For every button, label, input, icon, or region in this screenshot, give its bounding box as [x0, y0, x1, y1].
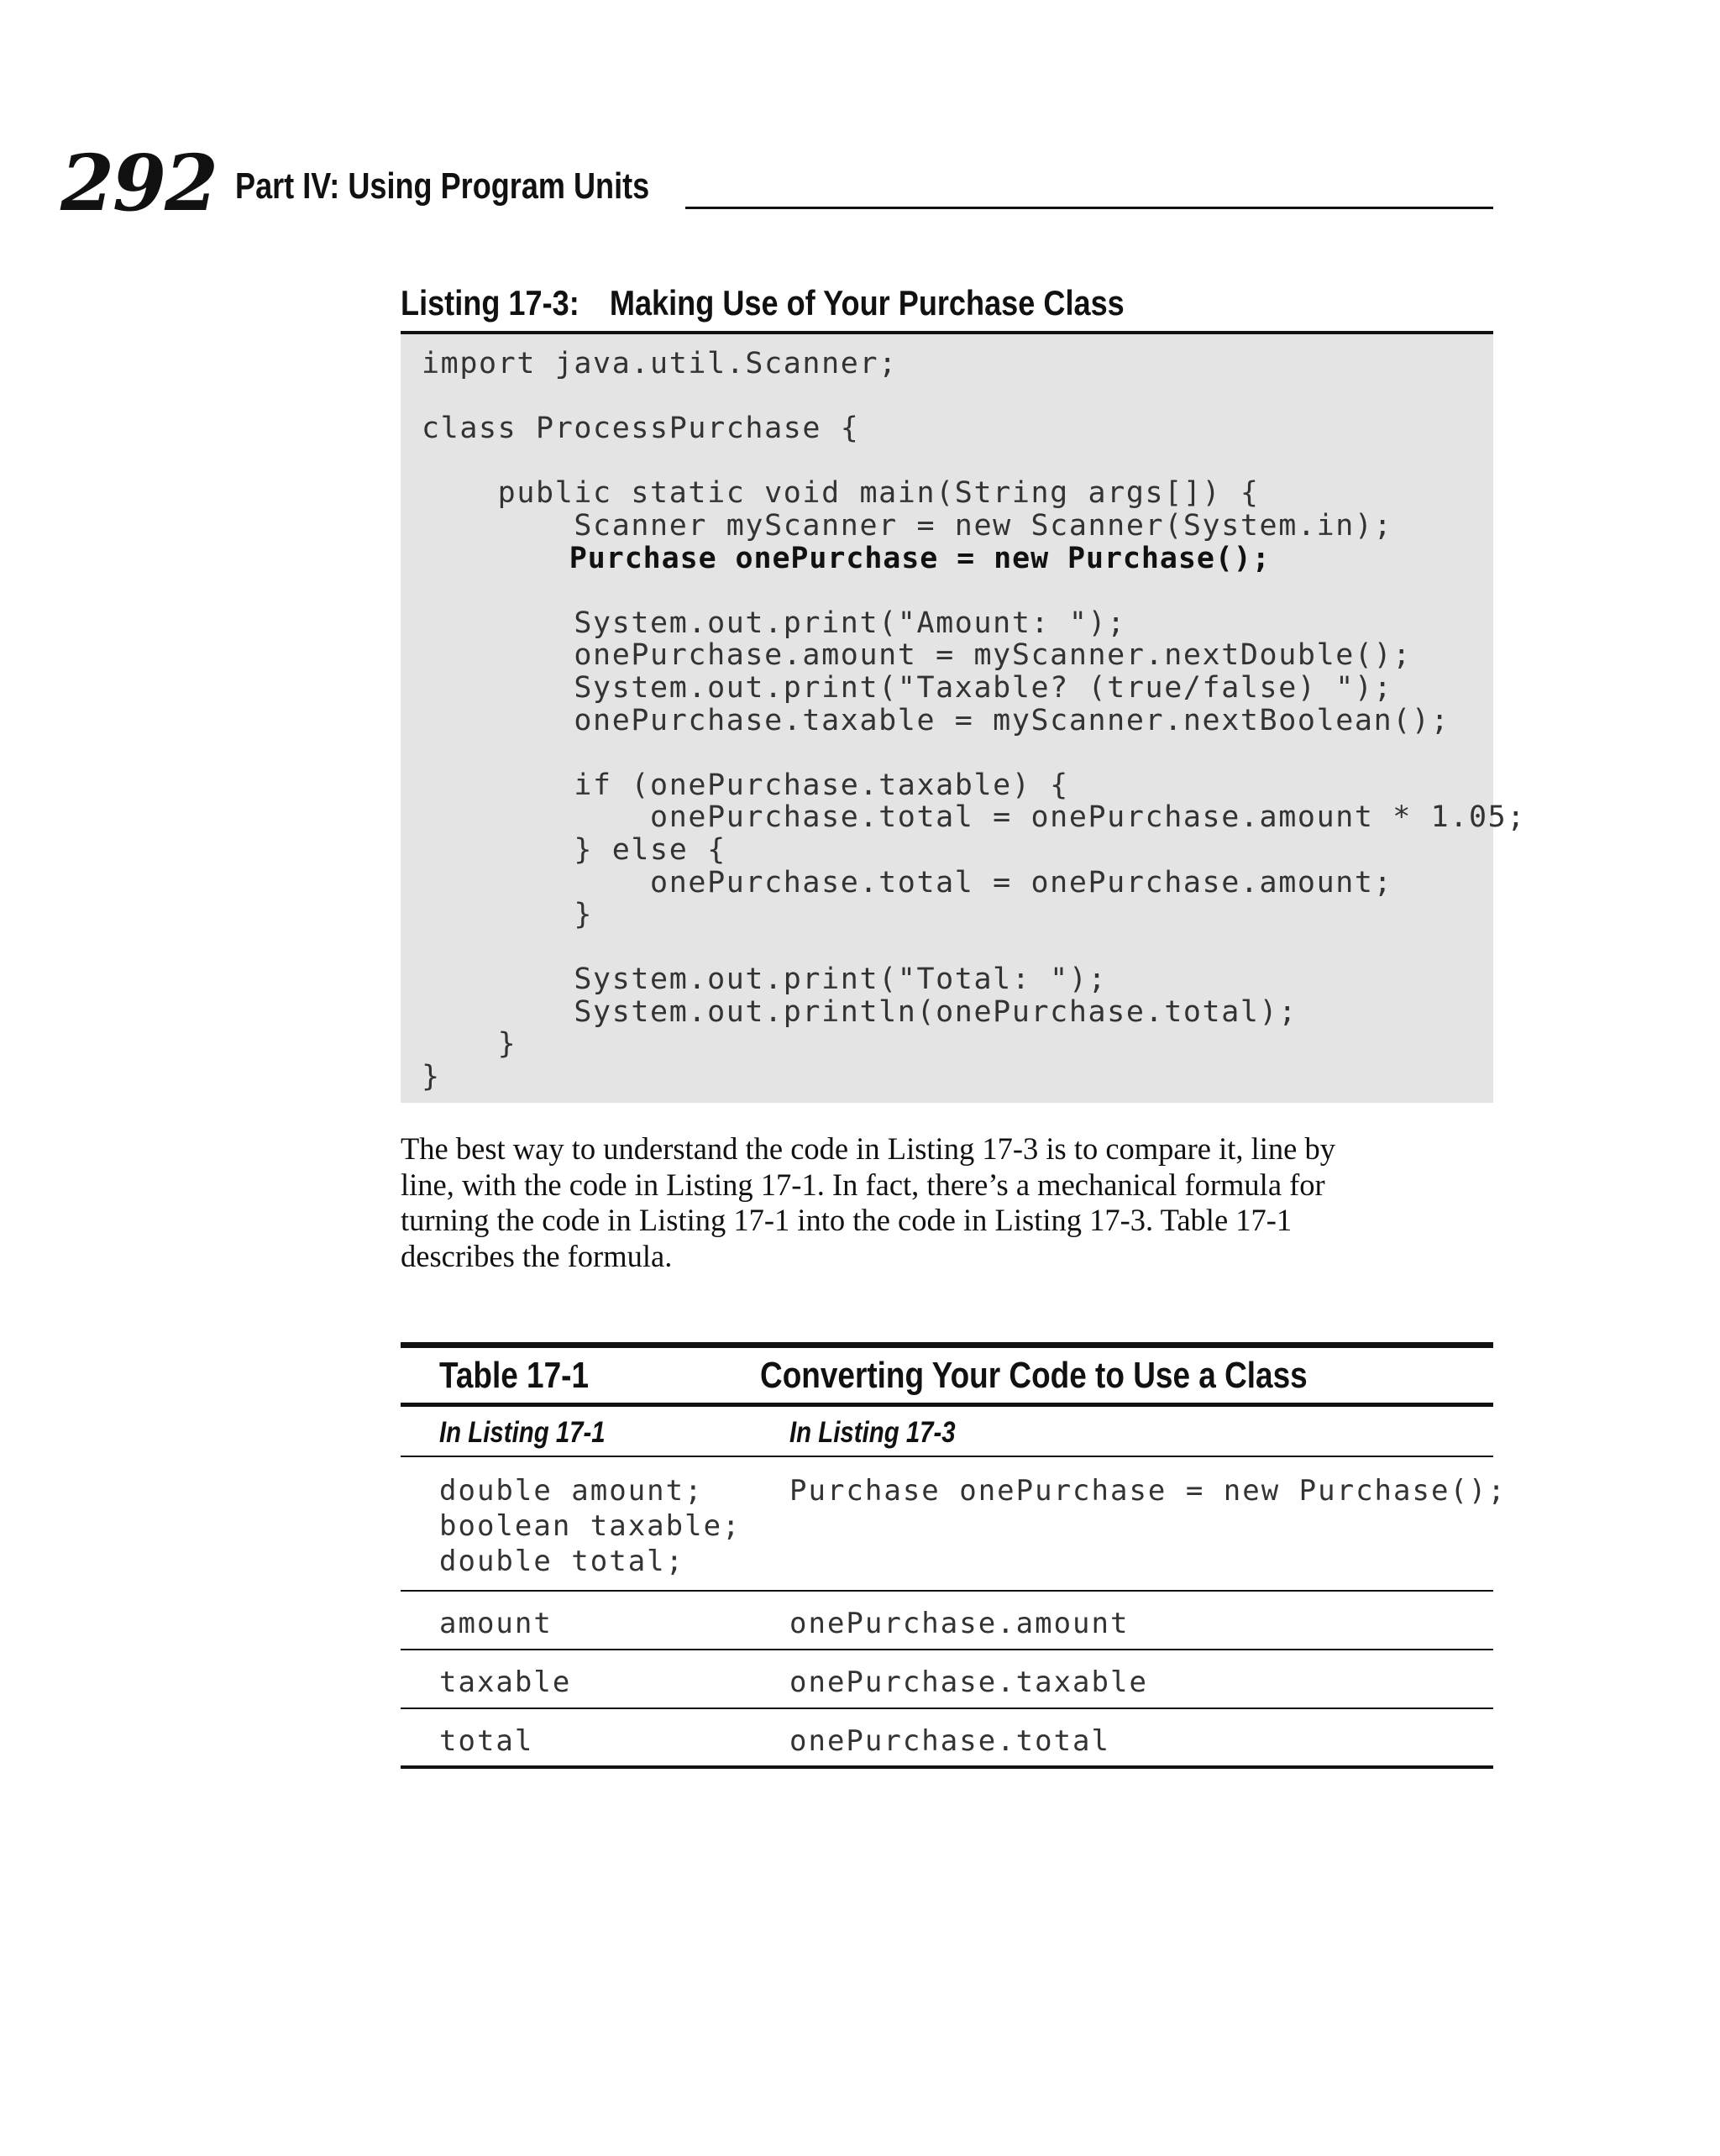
listing-caption [401, 283, 1125, 323]
page-number: 292 [60, 138, 218, 228]
table-cell-left: amount [439, 1607, 553, 1640]
table-row-rule [401, 1649, 1493, 1650]
table-cell-left: total [439, 1724, 534, 1758]
column-header-listing-17-3: In Listing 17-3 [789, 1416, 956, 1449]
paragraph-line: The best way to understand the code in Listing 17-3 is to compare it, line by [401, 1131, 1336, 1166]
header-rule [685, 207, 1493, 209]
body-paragraph [401, 1131, 1501, 1274]
table-header-rule [401, 1456, 1493, 1457]
code-line: import java.util.Scanner; [422, 347, 898, 380]
code-line: } [422, 1027, 517, 1062]
code-listing [401, 334, 1526, 1103]
listing-title: Making Use of Your Purchase Class [609, 283, 1125, 323]
table-number: Table 17-1 [439, 1355, 590, 1396]
code-line: onePurchase.total = onePurchase.amount * 1.05; [422, 800, 1526, 835]
paragraph-line: line, with the code in Listing 17-1. In fact, there’s a mechanical formula for [401, 1167, 1325, 1202]
table-row-rule [401, 1707, 1493, 1709]
code-line [422, 574, 1526, 607]
code-line: onePurchase.taxable = myScanner.nextBoolean(); [422, 703, 1450, 737]
code-line [422, 380, 1526, 413]
code-line: } [422, 1060, 441, 1094]
table-cell-right: onePurchase.taxable [789, 1666, 1148, 1699]
table-row-rule [401, 1590, 1493, 1592]
table-title-row [401, 1357, 1493, 1398]
running-head: Part IV: Using Program Units [235, 165, 650, 207]
table-cell-left: double amount; boolean taxable; double total; [439, 1474, 742, 1578]
table-title-rule [401, 1403, 1493, 1407]
code-line: System.out.print("Taxable? (true/false) "); [422, 670, 1393, 705]
code-line [422, 737, 1526, 769]
table-cell-right: onePurchase.total [789, 1724, 1110, 1758]
code-line: if (onePurchase.taxable) { [422, 768, 1069, 802]
code-line: } [422, 898, 594, 932]
code-block [422, 348, 1526, 1094]
code-line: class ProcessPurchase { [422, 412, 860, 446]
code-line: System.out.println(onePurchase.total); [422, 994, 1298, 1029]
table-cell-right: onePurchase.amount [789, 1607, 1130, 1640]
listing-label: Listing 17-3: [401, 283, 579, 323]
table-bottom-rule [401, 1765, 1493, 1769]
code-line: } else { [422, 832, 726, 867]
code-line-highlighted: Purchase onePurchase = new Purchase(); [422, 541, 1271, 575]
table-cell-right: Purchase onePurchase = new Purchase(); [789, 1474, 1507, 1508]
code-line [422, 931, 1526, 964]
code-line: onePurchase.total = onePurchase.amount; [422, 865, 1393, 900]
code-line [422, 445, 1526, 478]
column-header-listing-17-1: In Listing 17-1 [439, 1416, 606, 1449]
code-line: Scanner myScanner = new Scanner(System.in); [422, 508, 1393, 543]
table-title: Converting Your Code to Use a Class [760, 1355, 1308, 1396]
table-cell-left: taxable [439, 1666, 572, 1699]
code-line: System.out.print("Amount: "); [422, 606, 1126, 640]
code-line: System.out.print("Total: "); [422, 963, 1108, 997]
table-top-rule [401, 1342, 1493, 1348]
paragraph-line: turning the code in Listing 17-1 into the code in Listing 17-3. Table 17-1 [401, 1203, 1293, 1237]
paragraph-line: describes the formula. [401, 1238, 673, 1273]
code-line: public static void main(String args[]) { [422, 476, 1260, 511]
code-line: onePurchase.amount = myScanner.nextDouble(); [422, 638, 1412, 673]
